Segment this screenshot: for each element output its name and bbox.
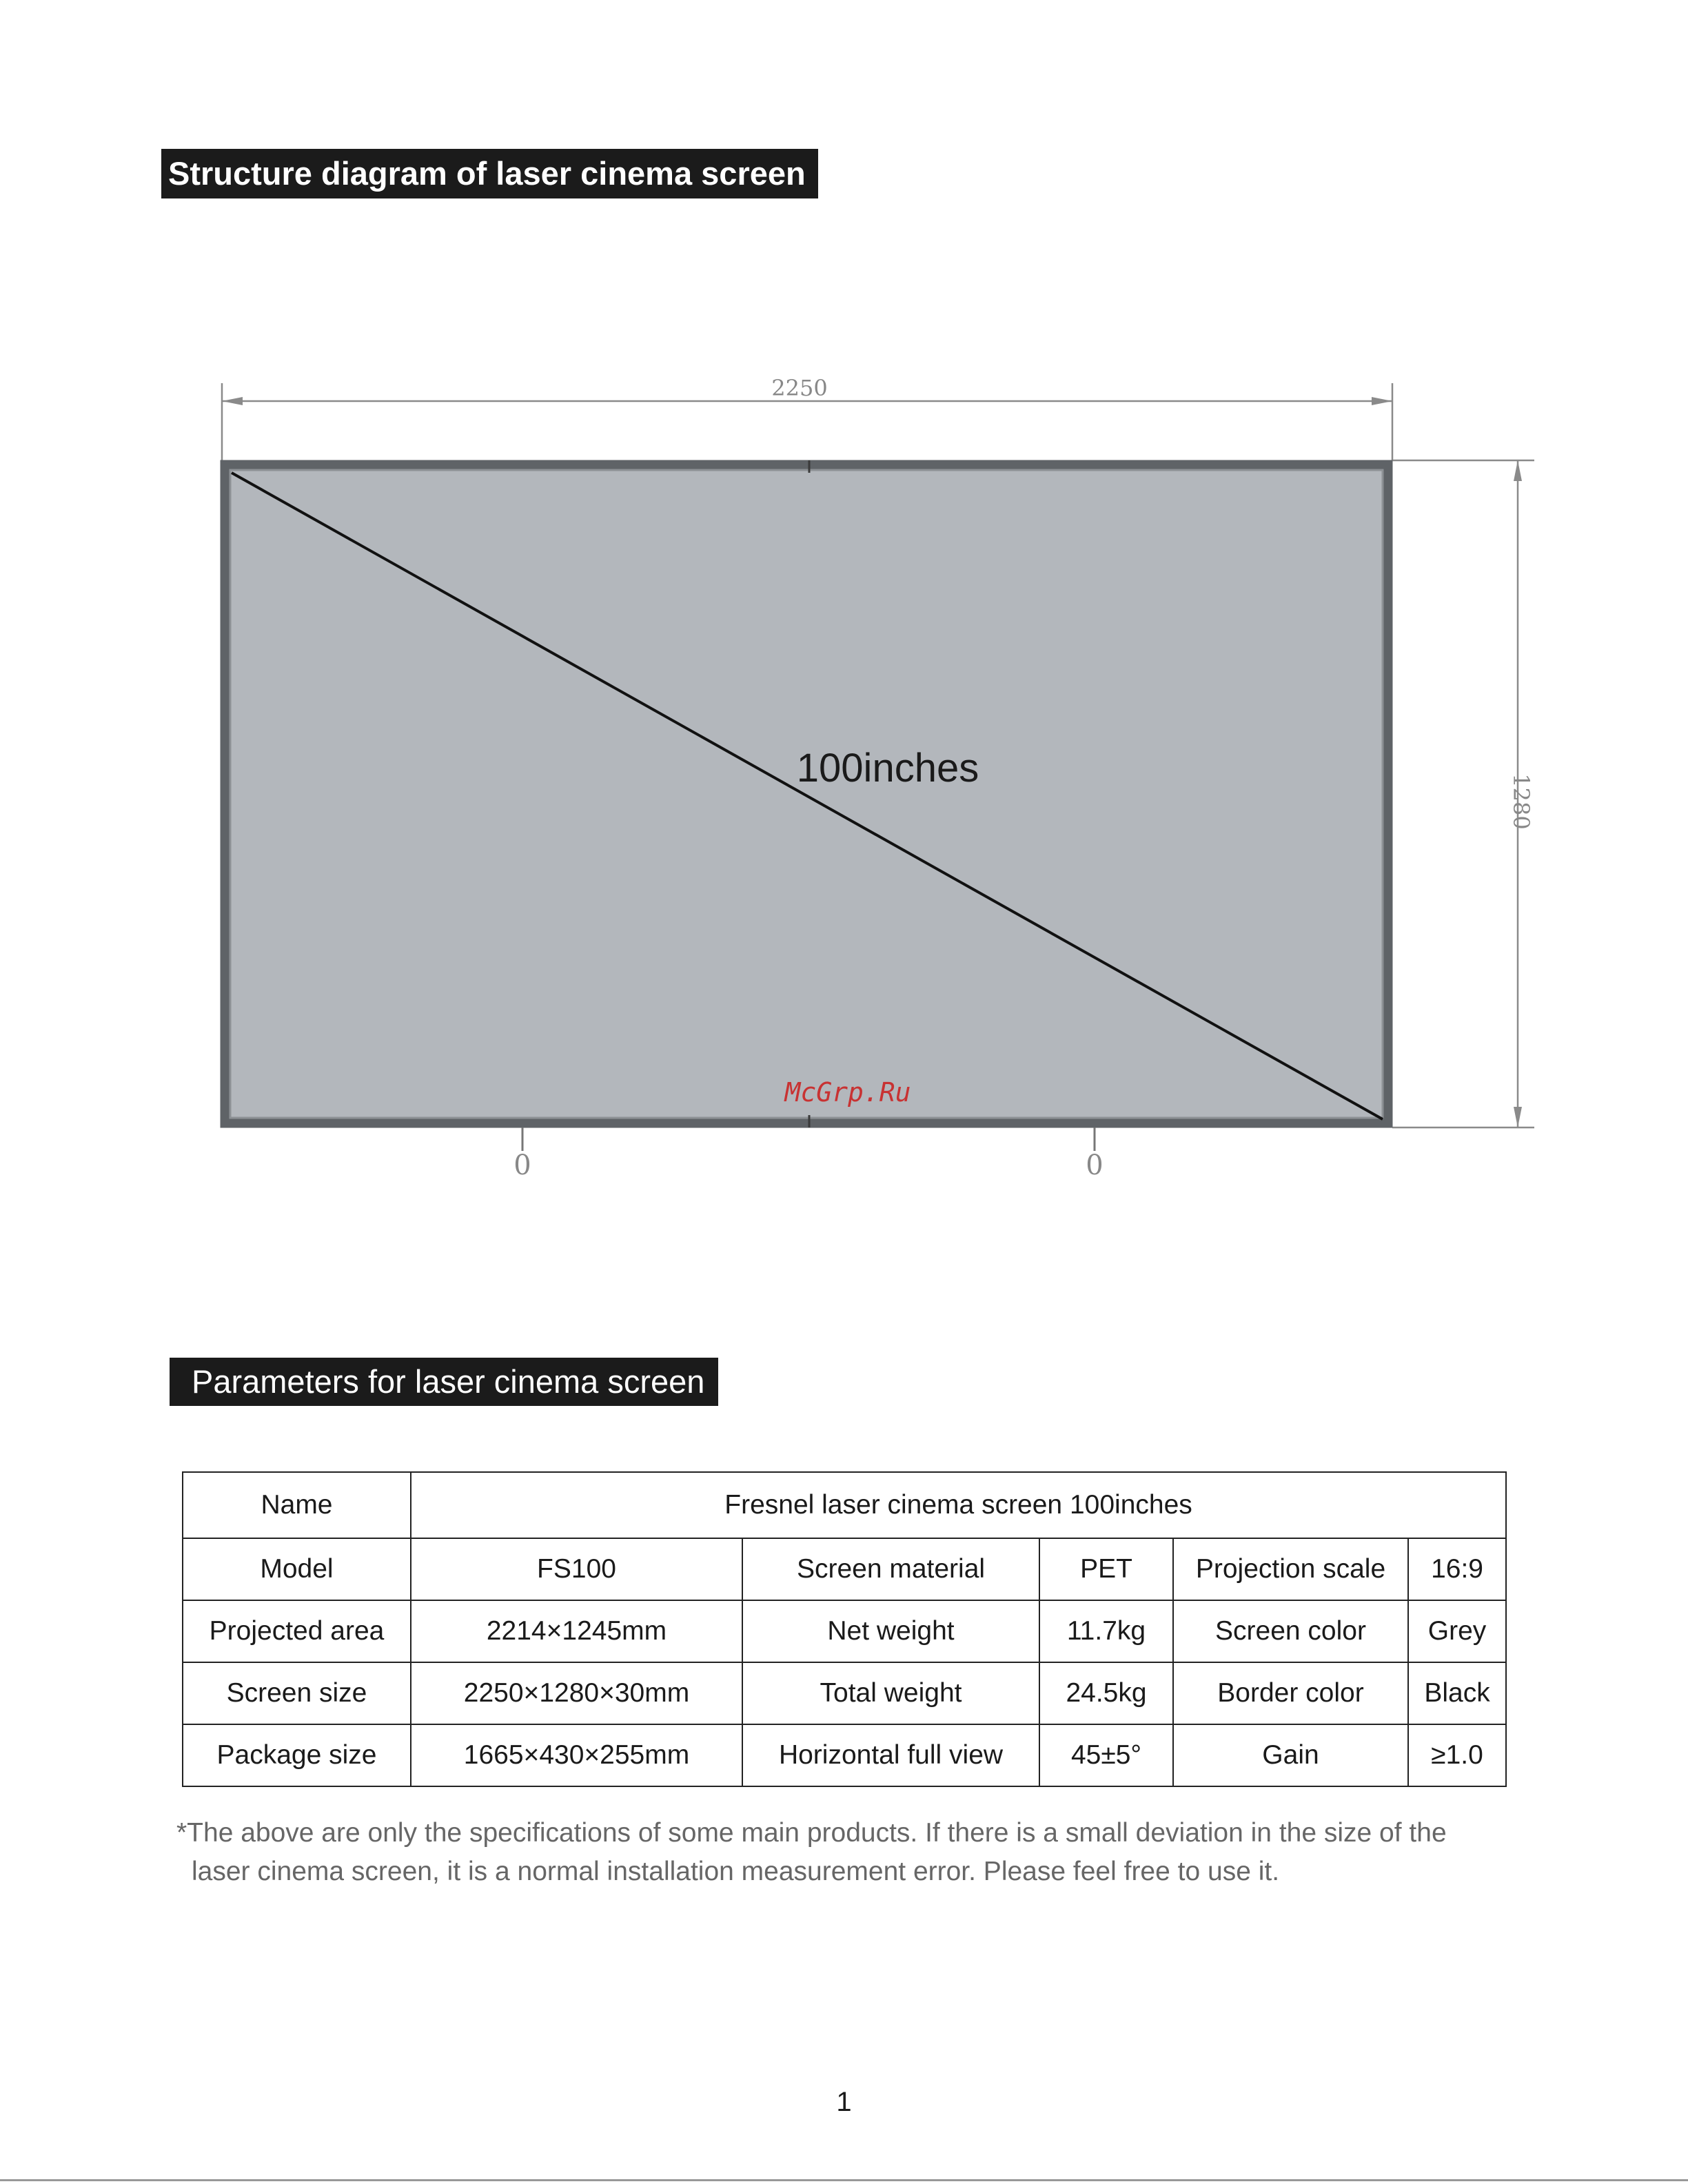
table-cell: 2250×1280×30mm [411,1662,742,1724]
structure-diagram-title: Structure diagram of laser cinema screen [161,149,818,198]
table-cell: 45±5° [1039,1724,1173,1786]
bottom-rule [0,2179,1688,2181]
table-cell: ≥1.0 [1408,1724,1506,1786]
table-cell: FS100 [411,1538,742,1600]
page-number: 1 [836,2087,852,2117]
table-cell: 1665×430×255mm [411,1724,742,1786]
table-row [183,1724,1506,1786]
parameters-title: Parameters for laser cinema screen [170,1358,718,1406]
table-cell: Screen color [1173,1600,1408,1662]
table-cell: 11.7kg [1039,1600,1173,1662]
table-cell: 24.5kg [1039,1662,1173,1724]
table-cell: PET [1039,1538,1173,1600]
table-cell: Screen size [183,1662,411,1724]
table-row [183,1538,1506,1600]
width-dimension-label: 2250 [771,375,828,401]
table-cell: Fresnel laser cinema screen 100inches [411,1472,1506,1538]
table-cell: Projection scale [1173,1538,1408,1600]
table-cell: Border color [1173,1662,1408,1724]
table-cell: Grey [1408,1600,1506,1662]
table-row [183,1662,1506,1724]
table-row [183,1472,1506,1538]
table-cell: 2214×1245mm [411,1600,742,1662]
table-cell: Gain [1173,1724,1408,1786]
footnote-line-2: laser cinema screen, it is a normal installation measurement error. Please feel free to use it. [192,1857,1280,1886]
table-cell: Package size [183,1724,411,1786]
table-cell: Horizontal full view [742,1724,1039,1786]
table-cell: Screen material [742,1538,1039,1600]
hook-left-label: 0 [513,1150,531,1181]
footnote [176,1814,1527,1891]
diagonal-size-label: 100inches [796,746,979,790]
table-cell: Name [183,1472,411,1538]
hook-right-label: 0 [1086,1150,1104,1181]
table-cell: Net weight [742,1600,1039,1662]
table-cell: Model [183,1538,411,1600]
table-row [183,1600,1506,1662]
table-cell: Total weight [742,1662,1039,1724]
watermark: McGrp.Ru [784,1077,911,1108]
table-cell: Projected area [183,1600,411,1662]
height-dimension-label: 1280 [1508,773,1534,830]
parameters-table [182,1471,1507,1787]
footnote-line-1: *The above are only the specifications of some main products. If there is a small deviation in the size of the [176,1818,1447,1848]
table-cell: Black [1408,1662,1506,1724]
table-cell: 16:9 [1408,1538,1506,1600]
